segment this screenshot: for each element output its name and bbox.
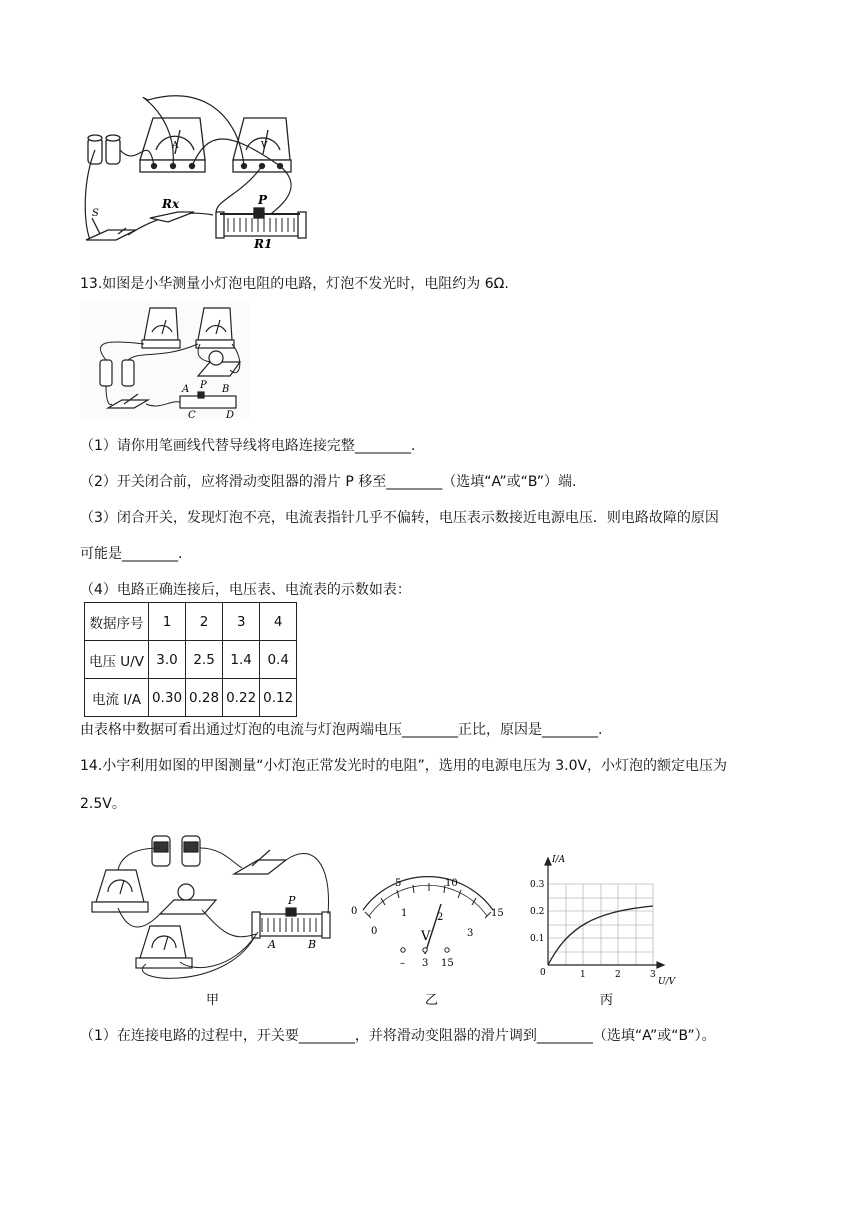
rheostat-a-label: A xyxy=(182,384,190,395)
graph-xtick: 1 xyxy=(580,970,586,980)
bulb-icon xyxy=(160,884,216,914)
rheostat-b-label: B xyxy=(308,938,317,951)
rheostat-b-label: B xyxy=(222,384,230,395)
table-row xyxy=(85,641,297,679)
terminal-label: 15 xyxy=(441,958,454,969)
terminal-icons xyxy=(401,948,449,952)
dial-inner-tick: 3 xyxy=(467,928,474,939)
graph-xtick: 3 xyxy=(650,970,656,980)
q13-conclusion: 由表格中数据可看出通过灯泡的电流与灯泡两端电压________正比，原因是________. xyxy=(80,722,603,738)
q14-item1: （1）在连接电路的过程中，开关要________，并将滑动变阻器的滑片调到________（选填“A”或“B”）。 xyxy=(80,1028,716,1044)
table-cell: 电流 I/A xyxy=(85,679,149,717)
dial-outer-tick: 15 xyxy=(491,908,504,919)
rheostat-c-label: C xyxy=(188,410,196,420)
graph-xlabel: U/V xyxy=(658,977,676,987)
battery-icon xyxy=(88,135,120,164)
figure-caption-yi: 乙 xyxy=(425,993,439,1008)
table-cell: 0.4 xyxy=(260,641,297,679)
graph-grid xyxy=(548,884,653,965)
rheostat-icon xyxy=(252,908,330,938)
rheostat-d-label: D xyxy=(226,410,235,420)
table-cell: 0.30 xyxy=(148,679,185,717)
table-cell: 3 xyxy=(223,603,260,641)
q13-item3: （3）闭合开关，发现灯泡不亮，电流表指针几乎不偏转，电压表示数接近电源电压．则电路故障的原因 xyxy=(80,510,719,526)
dial-inner-tick: 1 xyxy=(401,908,408,919)
dial-outer-tick: 5 xyxy=(395,878,402,889)
rheostat-r1-label: R1 xyxy=(254,237,273,250)
figure-bing-iu-graph xyxy=(528,852,678,1012)
switch-icon xyxy=(234,850,286,874)
terminal-label: – xyxy=(400,958,405,969)
rheostat-a-label: A xyxy=(268,938,276,951)
table-row xyxy=(85,679,297,717)
table-cell: 4 xyxy=(260,603,297,641)
figure-caption-jia: 甲 xyxy=(206,993,220,1008)
battery-icon xyxy=(152,836,200,866)
dial-arc xyxy=(363,877,493,910)
dial-outer-tick: 0 xyxy=(351,906,358,917)
switch-label: S xyxy=(92,208,99,219)
circuit-figure-top xyxy=(78,90,318,250)
table-cell: 1 xyxy=(148,603,185,641)
table-cell: 2 xyxy=(186,603,223,641)
figure-caption-bing: 丙 xyxy=(600,993,614,1008)
graph-ytick: 0.2 xyxy=(530,907,545,917)
rheostat-p-label: P xyxy=(258,193,268,207)
table-cell: 数据序号 xyxy=(85,603,149,641)
data-table xyxy=(84,602,297,717)
table-cell: 1.4 xyxy=(223,641,260,679)
q14-stem: 14.小宇利用如图的甲图测量“小灯泡正常发光时的电阻”，选用的电源电压为 3.0V，小灯泡的额定电压为 xyxy=(80,758,728,774)
ammeter-label: A xyxy=(172,141,179,151)
graph-ytick: 0.1 xyxy=(530,934,545,944)
table-cell: 0.22 xyxy=(223,679,260,717)
table-cell: 0.28 xyxy=(186,679,223,717)
rheostat-p-label: P xyxy=(288,894,296,907)
rheostat-p-label: P xyxy=(200,380,207,391)
rx-label: Rx xyxy=(162,197,180,211)
q13-item2: （2）开关闭合前，应将滑动变阻器的滑片 P 移至________（选填“A”或“B”）端. xyxy=(80,474,577,490)
q14-stem-cont: 2.5V。 xyxy=(80,796,126,812)
table-cell: 0.12 xyxy=(260,679,297,717)
y-axis-arrow-icon xyxy=(545,858,551,865)
ammeter-icon xyxy=(136,926,192,968)
voltmeter-icon xyxy=(92,870,148,912)
dial-unit: V xyxy=(421,929,431,944)
dial-outer-tick: 10 xyxy=(445,878,458,889)
table-header-row xyxy=(85,603,297,641)
q13-item1: （1）请你用笔画线代替导线将电路连接完整________. xyxy=(80,438,416,454)
switch-icon xyxy=(86,218,136,240)
x-axis-arrow-icon xyxy=(657,962,664,968)
terminal-label: 3 xyxy=(422,958,429,969)
iu-curve xyxy=(548,906,653,965)
table-cell: 电压 U/V xyxy=(85,641,149,679)
q13-circuit-figure xyxy=(80,300,250,420)
q13-item3-cont: 可能是________. xyxy=(80,546,183,562)
graph-origin: 0 xyxy=(540,968,546,978)
table-cell: 3.0 xyxy=(148,641,185,679)
dial-inner-tick: 0 xyxy=(371,926,378,937)
dial-inner-tick: 2 xyxy=(437,912,444,923)
figure-yi-voltmeter-dial xyxy=(345,870,515,1012)
voltmeter-label: V xyxy=(261,141,268,151)
rheostat-icon xyxy=(216,208,306,238)
q13-item4: （4）电路正确连接后，电压表、电流表的示数如表： xyxy=(80,582,411,598)
graph-ytick: 0.3 xyxy=(530,880,545,890)
figure-jia xyxy=(82,822,352,1012)
table-cell: 2.5 xyxy=(186,641,223,679)
q13-stem: 13.如图是小华测量小灯泡电阻的电路，灯泡不发光时，电阻约为 6Ω. xyxy=(80,276,509,292)
graph-ylabel: I/A xyxy=(552,855,566,865)
graph-xtick: 2 xyxy=(615,970,621,980)
